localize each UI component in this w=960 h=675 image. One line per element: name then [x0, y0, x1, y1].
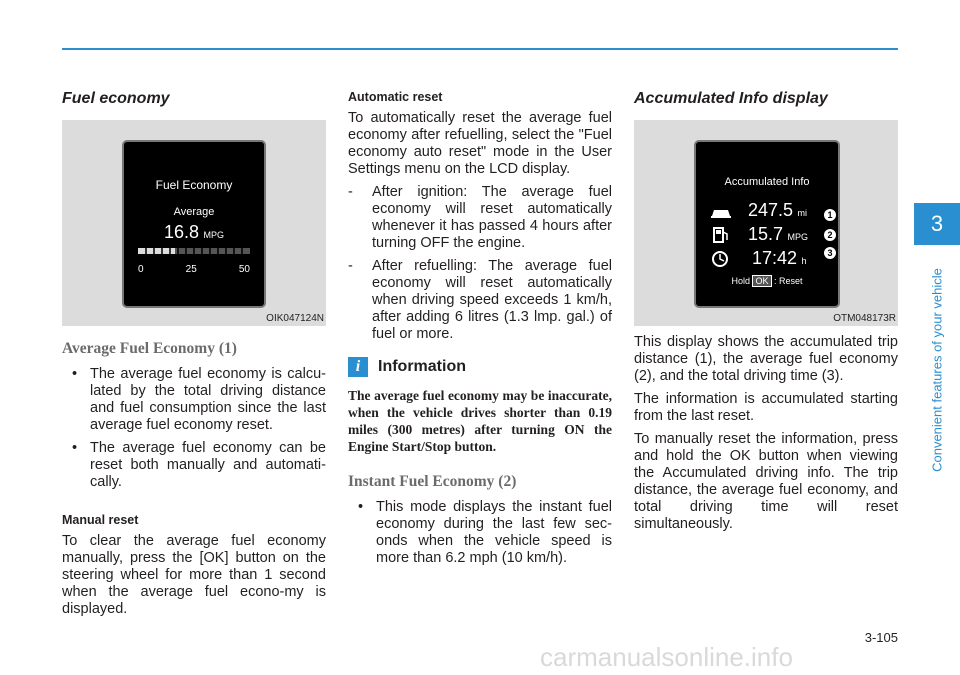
ok-key: OK: [752, 275, 771, 287]
instant-bullet-list: [348, 499, 612, 567]
avg-fuel-economy-heading: Average Fuel Economy (1): [62, 340, 237, 357]
lcd-average-value: [124, 222, 264, 243]
lcd-value: 16.8: [163, 222, 200, 242]
callout-1: 1: [824, 209, 836, 221]
figure-code: OTM048173R: [833, 313, 896, 324]
callout-2: 2: [824, 229, 836, 241]
gauge-scale: [138, 264, 250, 275]
page-number: 3-105: [864, 630, 898, 645]
avg-bullet-list: [62, 366, 326, 491]
fuel-economy-value: 15.7 MPG: [748, 224, 809, 244]
figure-code: OIK047124N: [266, 313, 324, 324]
lcd-unit: MPG: [203, 230, 224, 240]
instant-fuel-economy-heading: Instant Fuel Economy (2): [348, 473, 517, 490]
lcd-footer: Hold OK : Reset: [731, 276, 803, 286]
list-item: • The average fuel economy is calcu-lated by the total driving distance and fuel consumption since the last average fuel economy reset.: [72, 366, 326, 433]
scale-0: 0: [138, 264, 144, 275]
accumulated-info-lcd: [694, 140, 840, 308]
callout-3: 3: [824, 247, 836, 259]
fuel-economy-figure: [62, 120, 326, 326]
chapter-number-tab: 3: [914, 203, 960, 245]
car-distance-icon: [710, 206, 732, 220]
column-fuel-economy: [62, 90, 326, 624]
automatic-reset-text: To automatically reset the average fuel economy after refuelling, select the "Fuel economy auto reset" mode in the User Settings menu on the LCD display.: [348, 110, 612, 177]
scale-25: 25: [185, 264, 197, 275]
chapter-title: Convenient features of your vehicle: [929, 268, 945, 472]
automatic-reset-heading: Automatic reset: [348, 90, 443, 104]
fuel-pump-icon: [712, 226, 730, 244]
watermark: carmanualsonline.info: [540, 642, 793, 672]
information-header: [348, 357, 612, 377]
lcd-gauge: [138, 246, 250, 266]
accumulated-paragraph: This display shows the accumulated trip distance (1), the average fuel economy (2), and the total driving time (3).: [634, 334, 898, 384]
fuel-economy-lcd: [122, 140, 266, 308]
lcd-title: Accumulated Info: [724, 176, 810, 188]
column-accumulated-info: [634, 90, 898, 539]
lcd-title: Fuel Economy: [155, 178, 233, 192]
top-rule: [62, 48, 898, 50]
section-title-fuel-economy: Fuel economy: [62, 90, 170, 107]
manual-reset-text: To clear the average fuel economy manually, press the [OK] button on the steering wheel for more than 1 second when the average fuel econo-my is displayed.: [62, 533, 326, 617]
auto-reset-list: [348, 184, 612, 343]
distance-value: 247.5 mi: [748, 200, 807, 220]
information-text: The average fuel economy may be inaccurate, when the vehicle drives shorter than 0.19 miles (300 metres) after turning ON the Engine Start/Stop button.: [348, 388, 612, 454]
accumulated-paragraph: To manually reset the information, press and hold the OK button when viewing the Accumulated driving info. The trip distance, the average fuel economy, and total driving time will reset simultaneously.: [634, 431, 898, 532]
scale-50: 50: [238, 264, 250, 275]
clock-icon: [711, 250, 729, 268]
info-icon: i: [348, 357, 368, 377]
driving-time-value: 17:42 h: [752, 248, 807, 268]
list-item: • The average fuel economy can be reset both manually and automati-cally.: [72, 440, 326, 490]
accumulated-info-figure: [634, 120, 898, 326]
information-title: Information: [378, 358, 466, 375]
list-item: - After refuelling: The average fuel economy will reset automatically when driving speed exceeds 1 km/h, after adding 6 litres (1.3 lmp. gal.) of fuel or more.: [348, 258, 612, 342]
accumulated-paragraph: The information is accumulated starting from the last reset.: [634, 391, 898, 424]
section-title-accumulated-info: Accumulated Info display: [634, 90, 828, 107]
list-item: - After ignition: The average fuel economy will reset automatically whenever it has passed 4 hours after turning OFF the engine.: [348, 184, 612, 251]
manual-reset-heading: Manual reset: [62, 513, 139, 527]
lcd-average-label: Average: [173, 206, 215, 218]
column-reset: [348, 90, 612, 573]
list-item: • This mode displays the instant fuel economy during the last few sec-onds when the vehicle speed is more than 6.2 mph (10 km/h).: [358, 499, 612, 566]
